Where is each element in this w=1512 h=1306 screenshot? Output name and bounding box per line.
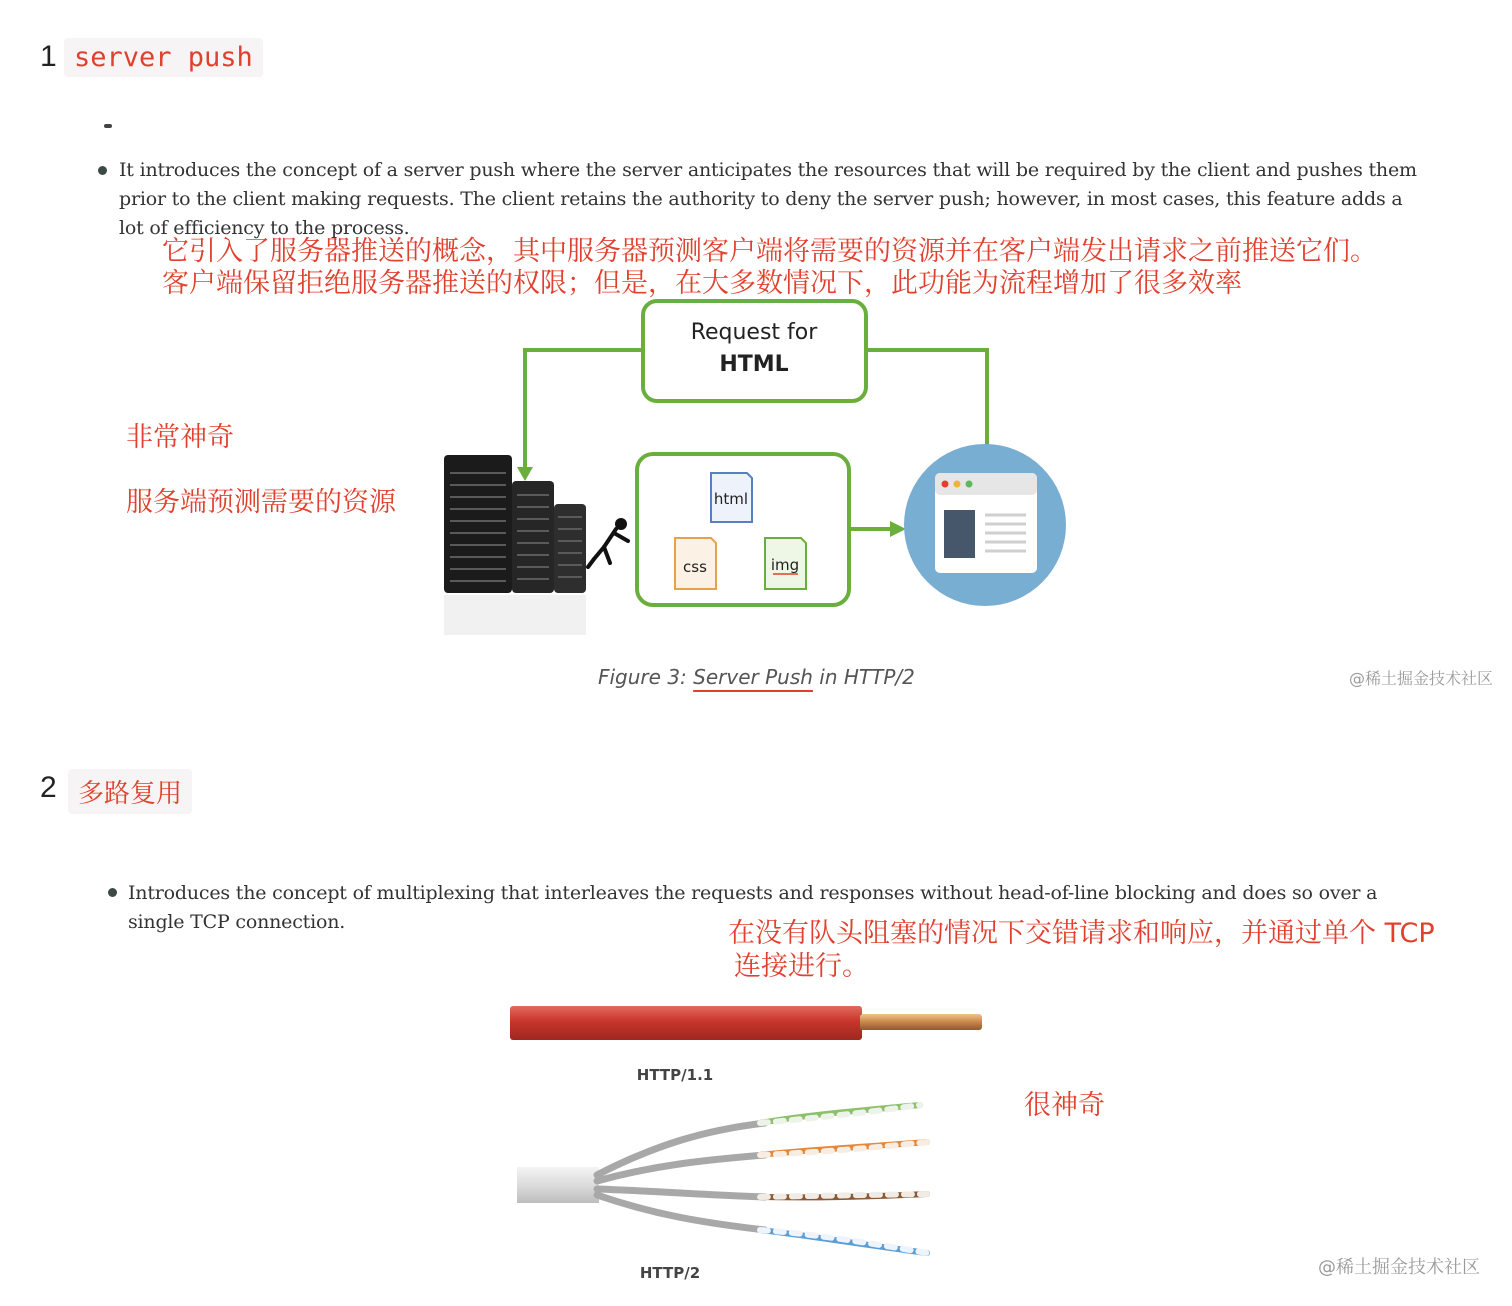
client-browser-icon	[904, 444, 1066, 606]
section-2-number: 2	[40, 771, 57, 804]
single-wire-cable-icon	[510, 1006, 982, 1040]
section-1-number: 1	[40, 40, 57, 73]
note-server-predicts: 服务端预测需要的资源	[126, 487, 396, 518]
http2-label: HTTP/2	[639, 1264, 701, 1282]
caption-prefix: Figure 3:	[598, 665, 694, 689]
html-file-icon	[711, 473, 752, 522]
img-file-icon	[765, 538, 806, 589]
section-1-title: server push	[64, 38, 263, 77]
caption-link: Server Push	[693, 665, 813, 689]
section-2-title: 多路复用	[68, 769, 192, 814]
section-2-translation-line-1: 在没有队头阻塞的情况下交错请求和响应，并通过单个 TCP	[728, 918, 1435, 949]
pushing-person-icon	[588, 518, 628, 567]
bullet-icon	[108, 888, 117, 897]
watermark-2: @稀土掘金技术社区	[1318, 1257, 1480, 1278]
section-2-paragraph: Introduces the concept of multiplexing that interleaves the requests and responses without head-of-line blocking and does so over a single TCP connection.	[128, 882, 1378, 933]
section-1-translation-line-1: 它引入了服务器推送的概念，其中服务器预测客户端将需要的资源并在客户端发出请求之前推送它们。	[162, 236, 1377, 267]
cable-comparison-figure	[505, 995, 985, 1290]
request-text-line-2: HTML	[719, 352, 789, 377]
section-1-paragraph: It introduces the concept of a server push where the server anticipates the resources that will be required by the client and pushes them prior to the client making requests. The client retains the authority to deny the server push; however, in most cases, this feature adds a lot of efficiency to the process.	[119, 159, 1417, 239]
watermark-1: @稀土掘金技术社区	[1349, 669, 1494, 688]
css-file-icon	[675, 538, 716, 589]
bullet-icon	[98, 166, 107, 175]
note-very-amazing: 很神奇	[1024, 1090, 1105, 1121]
request-box	[643, 301, 866, 401]
section-1-translation-line-2: 客户端保留拒绝服务器推送的权限；但是，在大多数情况下，此功能为流程增加了很多效率	[162, 268, 1242, 299]
server-push-diagram	[430, 295, 1080, 640]
svg-text:css: css	[683, 558, 707, 576]
section-2-translation-line-2: 连接进行。	[734, 951, 869, 982]
note-amazing: 非常神奇	[126, 422, 234, 453]
cropped-text-fragment	[104, 124, 112, 128]
figure-3-caption	[598, 665, 915, 689]
svg-text:html: html	[713, 490, 749, 508]
request-text-line-1: Request for	[690, 320, 818, 345]
caption-suffix: in HTTP/2	[812, 665, 915, 689]
multi-strand-cable-icon	[517, 1105, 927, 1253]
server-rack-icon	[444, 455, 586, 635]
svg-text:img: img	[770, 556, 800, 574]
http11-label: HTTP/1.1	[636, 1066, 714, 1084]
